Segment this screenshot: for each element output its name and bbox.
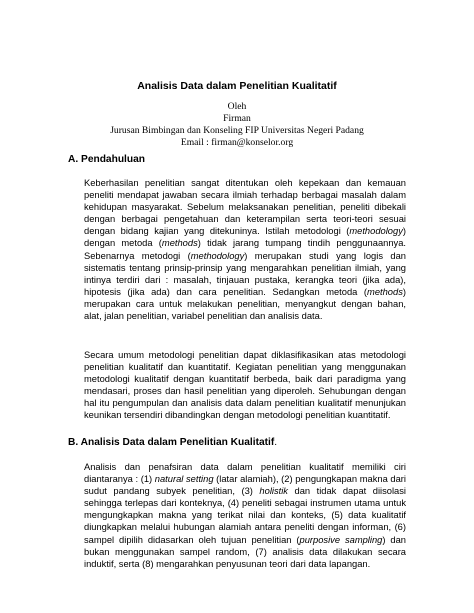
text-run: ) tidak jarang tumpang tindih penggunaannya. Sebenarnya metodogi ( — [84, 238, 406, 261]
text-run: Keberhasilan penelitian sangat ditentukan oleh kepekaan dan kemauan peneliti mendapat jawaban secara ilmiah terhadap berbagai masalah dalam kehidupan masyarakat. Sebelum melaksanakan penelitian, peneliti dibekali dengan berbagai pengetahuan dan keterampilan serta teori-teori sesuai dengan bidang kajian yang ditekuninya. Istilah metodologi ( — [84, 178, 406, 237]
text-run: ) merupakan cara untuk melakukan penelitian, menyangkut dengan bahan, alat, jalan penelitian, variabel penelitian dan analisis data. — [84, 286, 406, 322]
section-heading-a: A. Pendahuluan — [68, 154, 145, 165]
heading-text: B. Analisis Data dalam Penelitian Kualitatif — [68, 437, 275, 448]
italic-term: natural setting — [154, 474, 214, 485]
section-b-paragraph-1 — [84, 461, 406, 570]
section-a-paragraph-1 — [84, 177, 406, 322]
author-affiliation: Jurusan Bimbingan dan Konseling FIP Universitas Negeri Padang — [110, 125, 364, 136]
text-run: (latar alamiah), (2) pengungkapan makna dari sudut pandang subyek penelitian, (3) — [84, 474, 406, 497]
text-run: ) merupakan studi yang logis dan sistematis tentang prinsip-prinsip yang mengarahkan penelitian ilmiah, yang intinya terdiri dari : masalah, tinjauan pustaka, kerangka teori (jika ada), hipotesis (jika ada) dan cara penelitian. Sedangkan metoda ( — [84, 250, 406, 297]
italic-term: methods — [161, 238, 198, 249]
section-a-paragraph-2 — [84, 349, 406, 422]
heading-period: . — [274, 437, 278, 448]
section-heading-b — [68, 437, 277, 448]
paper-title: Analisis Data dalam Penelitian Kualitatif — [137, 80, 337, 92]
italic-term: purposive sampling — [299, 534, 383, 545]
text-run: ) dan bukan menggunakan sampel random, (7) analisis data dilakukan secara induktif, serta (8) mengarahkan penyusunan teori dari data lapangan. — [84, 534, 406, 569]
author-name: Firman — [223, 113, 251, 124]
byline-by: Oleh — [227, 101, 247, 112]
text-run: dan tidak dapat diisolasi sehingga terlepas dari konteknya, (4) peneliti sebagai instrumen utama untuk mengungkapkan makna yang terikat nilai dan konteks, (5) data kualitatif diungkapkan melalui hubungan alamiah antara peneliti dengan informan, (6) sampel dipilih didasarkan oleh tujuan penelitian ( — [84, 486, 406, 545]
author-email: Email : firman@konselor.org — [180, 137, 294, 148]
italic-term: methods — [367, 286, 403, 297]
text-run: ) dengan metoda ( — [84, 226, 406, 249]
byline — [0, 101, 474, 149]
text-run: Secara umum metodologi penelitian dapat diklasifikasikan atas metodologi penelitian kualitatif dan kuantitatif. Kegiatan penelitian yang menggunakan metodologi kualitatif dengan kuantitatif berbeda, baik dari paradigma yang mendasari, proses dan hasil penelitian yang diperoleh. Sehubungan dengan hal itu pengumpulan dan analisis data dalam penelitian kualitatif menunjukan keunikan tersendiri dibandingkan dengan metodologi penelitian kuantitatif. — [84, 350, 406, 421]
italic-term: holistik — [259, 486, 288, 497]
italic-term: methodology — [349, 226, 403, 237]
text-run: Analisis dan penafsiran data dalam penelitian kualitatif memiliki ciri diantaranya : (1) — [84, 462, 406, 485]
italic-term: methodology — [190, 250, 245, 261]
